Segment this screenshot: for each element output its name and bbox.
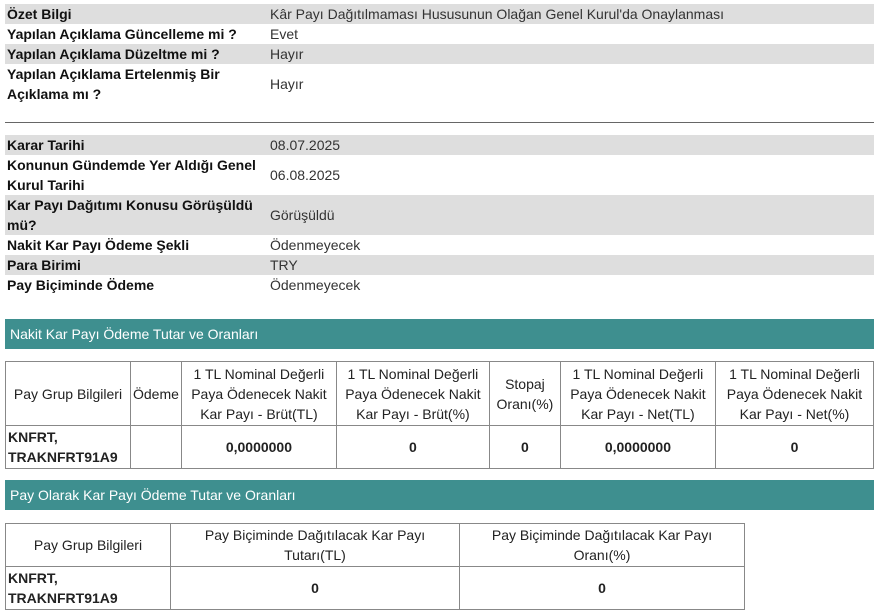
table-cell: 0 — [336, 426, 489, 469]
summary-value: Kâr Payı Dağıtılmaması Hususunun Olağan Genel Kurul'da Onaylanması — [266, 4, 874, 24]
detail-label: Nakit Kar Payı Ödeme Şekli — [7, 237, 190, 253]
detail-value: TRY — [266, 255, 874, 275]
column-header: Pay Biçiminde Dağıtılacak Kar Payı Tutarı(TL) — [171, 524, 460, 567]
table-header-row — [6, 362, 874, 426]
detail-row — [5, 235, 874, 255]
summary-value: Hayır — [266, 44, 874, 64]
cash-section-title: Nakit Kar Payı Ödeme Tutar ve Oranları — [5, 319, 874, 349]
column-header: 1 TL Nominal Değerli Paya Ödenecek Nakit Kar Payı - Brüt(TL) — [181, 362, 336, 426]
summary-row — [5, 4, 874, 24]
column-header: 1 TL Nominal Değerli Paya Ödenecek Nakit Kar Payı - Net(%) — [715, 362, 873, 426]
detail-label: Para Birimi — [5, 255, 266, 275]
table-cell: 0 — [715, 426, 873, 469]
table-cell: 0,0000000 — [560, 426, 715, 469]
summary-label: Özet Bilgi — [5, 4, 266, 24]
column-header: Ödeme — [131, 362, 182, 426]
detail-row — [5, 195, 874, 235]
detail-label: Karar Tarihi — [5, 135, 266, 155]
table-row — [6, 426, 874, 469]
summary-value: Hayır — [270, 76, 304, 92]
detail-label: Pay Biçiminde Ödeme — [7, 277, 155, 293]
column-header: Pay Biçiminde Dağıtılacak Kar Payı Oranı(%) — [460, 524, 745, 567]
summary-row — [5, 44, 874, 64]
table-cell: 0 — [489, 426, 560, 469]
detail-value: Görüşüldü — [266, 195, 874, 235]
detail-value: 08.07.2025 — [266, 135, 874, 155]
detail-row — [5, 275, 874, 295]
cash-dividend-table — [5, 361, 874, 469]
column-header: Pay Grup Bilgileri — [6, 524, 171, 567]
table-cell: KNFRT, TRAKNFRT91A9 — [6, 567, 171, 610]
summary-row — [5, 64, 874, 104]
detail-value: Ödenmeyecek — [270, 237, 361, 253]
detail-row — [5, 135, 874, 155]
details-table — [5, 135, 874, 295]
detail-value: Ödenmeyecek — [270, 277, 361, 293]
detail-row — [5, 255, 874, 275]
table-row — [6, 567, 745, 610]
detail-label: Kar Payı Dağıtımı Konusu Görüşüldü mü? — [5, 195, 266, 235]
summary-label: Yapılan Açıklama Ertelenmiş Bir Açıklama mı ? — [7, 66, 220, 102]
share-section-title: Pay Olarak Kar Payı Ödeme Tutar ve Oranları — [5, 480, 874, 510]
divider — [5, 122, 874, 123]
summary-value: Evet — [270, 26, 299, 42]
column-header: Stopaj Oranı(%) — [489, 362, 560, 426]
column-header: 1 TL Nominal Değerli Paya Ödenecek Nakit Kar Payı - Brüt(%) — [336, 362, 489, 426]
summary-row — [5, 24, 874, 44]
share-dividend-table — [5, 523, 745, 610]
summary-table — [5, 4, 874, 104]
summary-label: Yapılan Açıklama Düzeltme mi ? — [5, 44, 266, 64]
table-cell: 0 — [460, 567, 745, 610]
detail-value: 06.08.2025 — [270, 167, 341, 183]
table-cell: 0 — [171, 567, 460, 610]
table-cell: KNFRT, TRAKNFRT91A9 — [6, 426, 131, 469]
detail-row — [5, 155, 874, 195]
detail-label: Konunun Gündemde Yer Aldığı Genel Kurul Tarihi — [7, 157, 256, 193]
table-cell: 0,0000000 — [181, 426, 336, 469]
column-header: Pay Grup Bilgileri — [6, 362, 131, 426]
column-header: 1 TL Nominal Değerli Paya Ödenecek Nakit Kar Payı - Net(TL) — [560, 362, 715, 426]
table-cell — [131, 426, 182, 469]
table-header-row — [6, 524, 745, 567]
summary-label: Yapılan Açıklama Güncelleme mi ? — [7, 26, 237, 42]
